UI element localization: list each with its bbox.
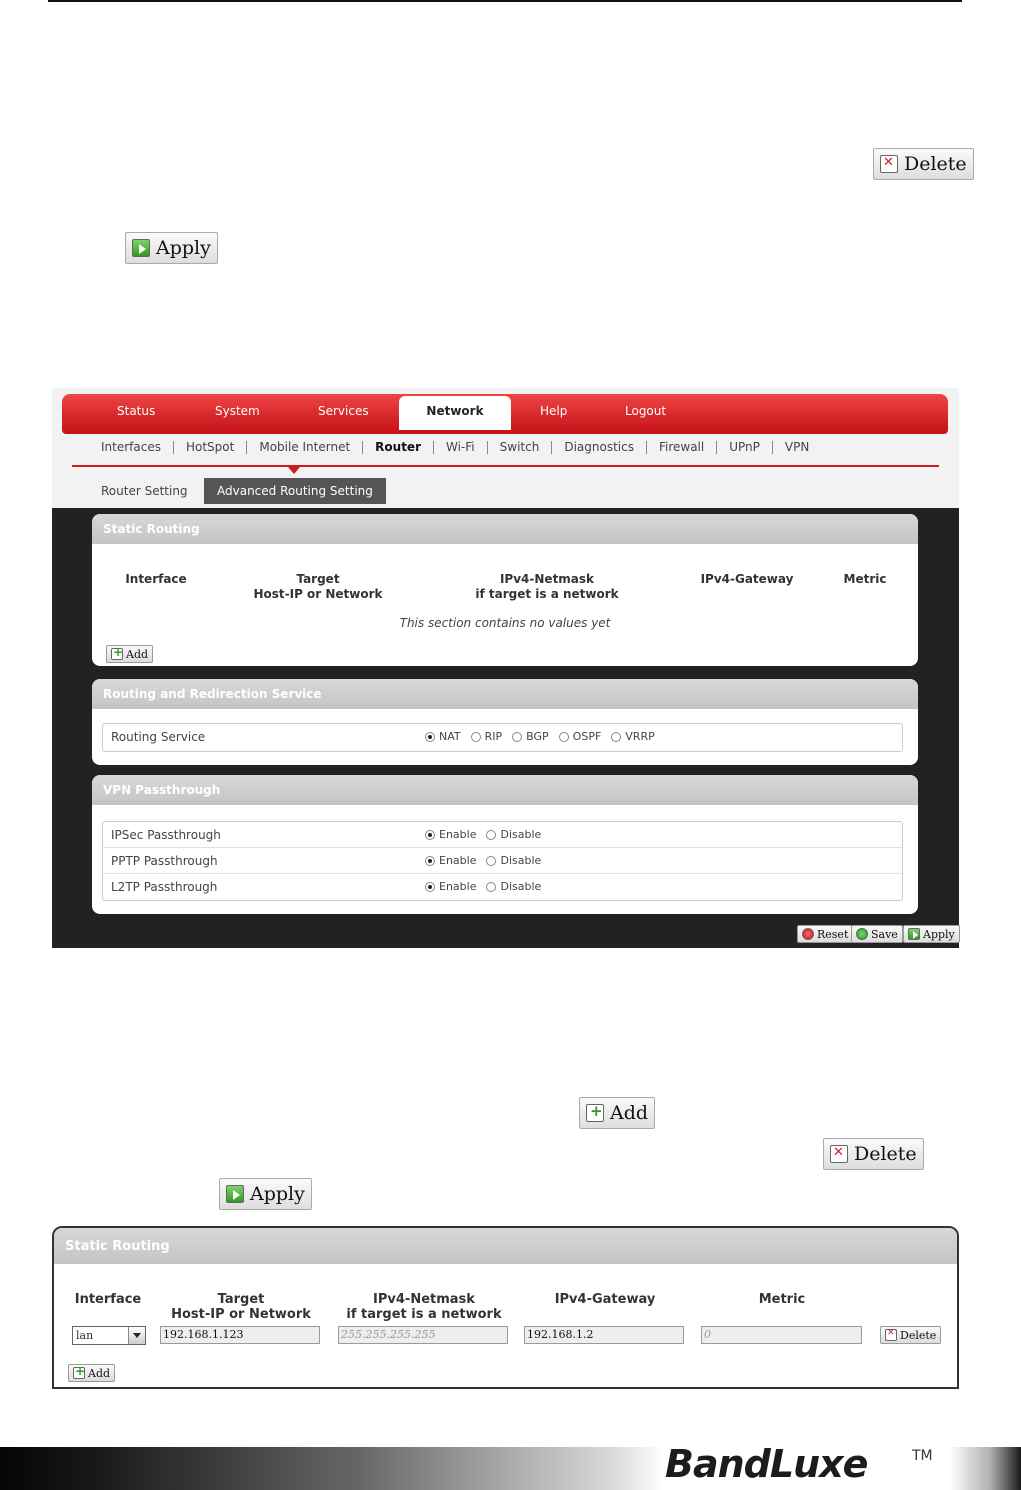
ipsec-label: IPSec Passthrough [111,828,221,842]
apply-icon [908,928,920,940]
radio-nat[interactable]: NAT [425,730,461,743]
subnav-underline [72,465,939,467]
trademark-mark: TM [912,1448,933,1464]
tab-network[interactable]: Network [399,396,511,430]
pptp-enable-radio[interactable]: Enable [425,854,476,867]
reset-button[interactable] [797,925,853,943]
doc-apply-label: Apply [156,237,211,259]
tab-logout[interactable]: Logout [625,404,667,418]
subnav-interfaces[interactable]: Interfaces [101,441,174,454]
row-delete-button[interactable] [880,1326,941,1344]
empty-note: This section contains no values yet [399,616,611,630]
save-label: Save [871,927,898,941]
col-interface: Interface [125,572,187,586]
interface-select-value: lan [76,1329,94,1342]
col-interface-2: Interface [74,1292,142,1307]
chevron-down-icon [128,1327,145,1344]
screenshot-advanced-routing [52,388,959,948]
add-icon [586,1104,604,1122]
subnav-hotspot[interactable]: HotSpot [174,441,247,454]
col-target: Target Host-IP or Network [253,572,383,601]
subnav-diagnostics[interactable]: Diagnostics [552,441,647,454]
col-netmask-2: IPv4-Netmask if target is a network [346,1292,502,1322]
radio-ospf[interactable]: OSPF [559,730,602,743]
save-icon [856,928,868,940]
routing-service-panel [92,679,918,765]
page-top-rule [48,0,962,2]
pptp-row [103,848,902,874]
l2tp-row [103,874,902,900]
static-add-button[interactable] [106,645,153,663]
interface-select[interactable] [72,1326,146,1345]
apply-icon [226,1185,244,1203]
save-button[interactable] [851,925,903,943]
active-caret-icon [288,467,300,474]
doc-delete-button-2[interactable] [823,1138,924,1170]
doc-apply-button[interactable] [125,232,218,264]
l2tp-options [425,880,541,893]
metric-input[interactable]: 0 [701,1326,862,1344]
col-metric: Metric [843,572,887,586]
l2tp-label: L2TP Passthrough [111,880,218,894]
static-routing-panel [92,514,918,666]
delete-icon [880,155,898,173]
radio-bgp[interactable]: BGP [512,730,549,743]
sub-tabs [52,478,959,504]
ipsec-row [103,822,902,848]
doc-add-label: Add [610,1102,649,1124]
static-routing-title: Static Routing [92,514,918,544]
vpn-passthrough-panel [92,775,918,914]
subnav-upnp[interactable]: UPnP [717,441,773,454]
brand-logo: BandLuxe [665,1442,868,1486]
col-metric-2: Metric [758,1292,806,1307]
radio-vrrp[interactable]: VRRP [611,730,654,743]
pptp-disable-radio[interactable]: Disable [486,854,541,867]
subnav-firewall[interactable]: Firewall [647,441,717,454]
reset-icon [802,928,814,940]
vpn-passthrough-title: VPN Passthrough [92,775,918,805]
radio-rip[interactable]: RIP [471,730,503,743]
delete-icon [830,1145,848,1163]
delete-icon [885,1329,897,1341]
doc-apply-label-2: Apply [250,1183,305,1205]
tab-status[interactable]: Status [117,404,156,418]
screenshot-static-routing-entry [52,1226,959,1389]
add-icon [111,648,123,660]
col-gateway-2: IPv4-Gateway [554,1292,656,1307]
add-icon [73,1367,85,1379]
tab-system[interactable]: System [215,404,260,418]
subnav-mobile-internet[interactable]: Mobile Internet [247,441,363,454]
reset-label: Reset [817,927,849,941]
subnav-router[interactable]: Router [363,441,434,454]
doc-add-button[interactable] [579,1097,655,1129]
ipsec-enable-radio[interactable]: Enable [425,828,476,841]
pptp-label: PPTP Passthrough [111,854,218,868]
tab-help[interactable]: Help [540,404,568,418]
apply-button[interactable] [903,925,960,943]
routing-service-options [425,730,655,743]
static-add-label: Add [126,647,149,661]
subnav-wifi[interactable]: Wi-Fi [434,441,488,454]
col-netmask: IPv4-Netmask if target is a network [475,572,619,601]
static-add-label-2: Add [88,1366,111,1380]
pptp-options [425,854,541,867]
target-input[interactable]: 192.168.1.123 [160,1326,320,1344]
doc-delete-button[interactable] [873,148,974,180]
page-footer-bar [0,1447,1021,1490]
sub-nav [101,441,821,454]
col-gateway: IPv4-Gateway [700,572,794,586]
static-routing-title-2: Static Routing [54,1228,957,1264]
ipsec-disable-radio[interactable]: Disable [486,828,541,841]
apply-label: Apply [923,927,955,941]
routing-service-row [103,724,902,751]
subtab-advanced-routing[interactable]: Advanced Routing Setting [204,478,386,504]
routing-service-label: Routing Service [111,730,206,744]
l2tp-enable-radio[interactable]: Enable [425,880,476,893]
vpn-passthrough-box [102,821,903,901]
gateway-input[interactable]: 192.168.1.2 [524,1326,684,1344]
tab-services[interactable]: Services [318,404,369,418]
subnav-vpn[interactable]: VPN [784,440,810,454]
subnav-switch[interactable]: Switch [488,441,553,454]
col-target-2: Target Host-IP or Network [171,1292,311,1322]
doc-delete-label: Delete [904,153,967,175]
subtab-router-setting[interactable]: Router Setting [101,484,188,498]
routing-service-box [102,723,903,752]
ipsec-options [425,828,541,841]
netmask-input[interactable]: 255.255.255.255 [338,1326,508,1344]
apply-icon [132,239,150,257]
l2tp-disable-radio[interactable]: Disable [486,880,541,893]
doc-apply-button-2[interactable] [219,1178,312,1210]
header-area [52,388,959,508]
static-add-button-2[interactable] [68,1364,115,1382]
routing-service-title: Routing and Redirection Service [92,679,918,709]
row-delete-label: Delete [900,1328,937,1342]
doc-delete-label-2: Delete [854,1143,917,1165]
